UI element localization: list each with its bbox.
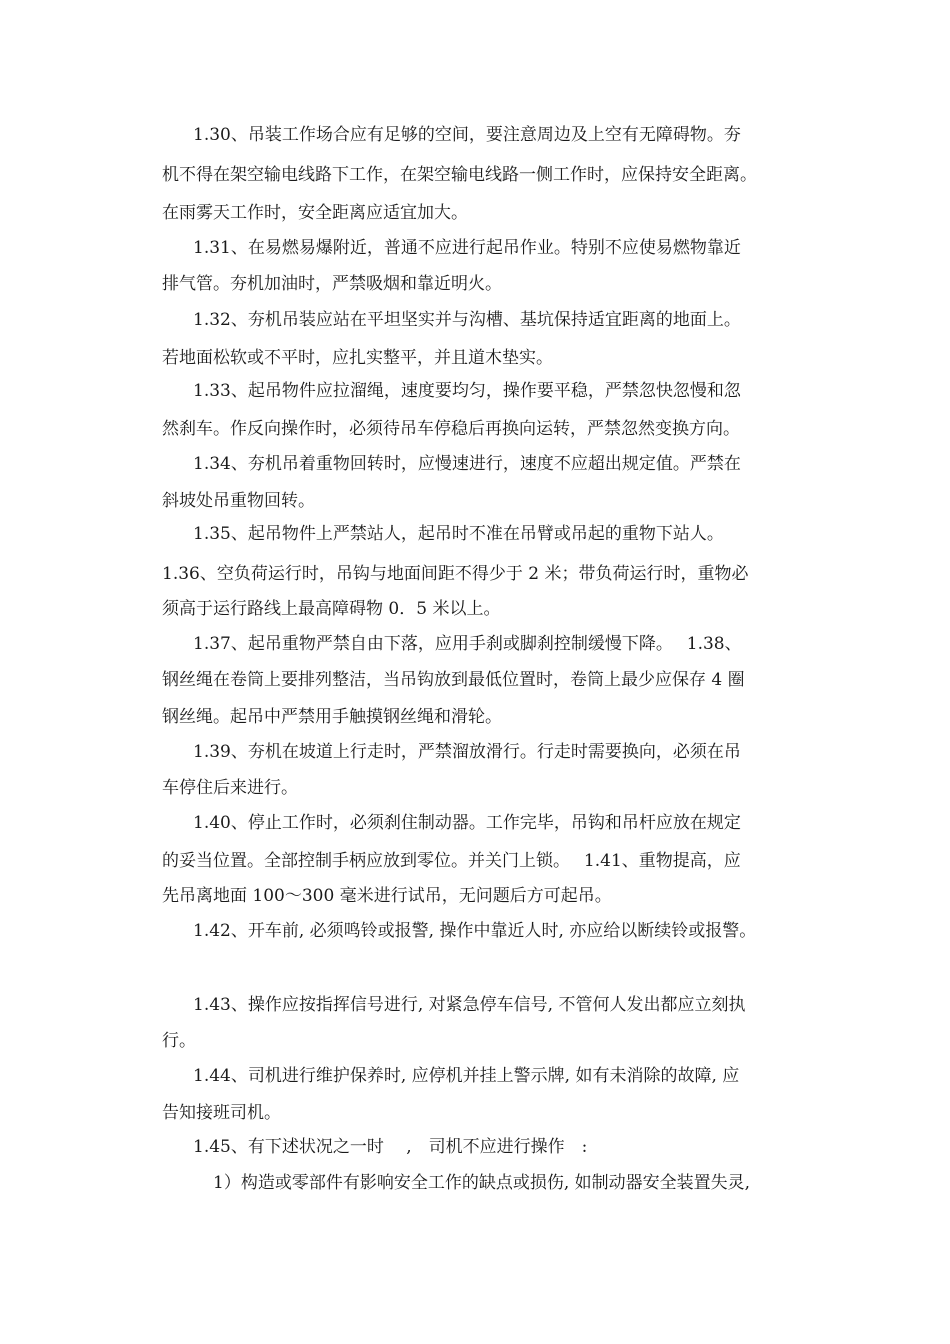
paragraph-1-39-line-2: 车停住后来进行。 <box>162 778 298 798</box>
paragraph-1-32-line-1: 1.32、夯机吊装应站在平坦坚实并与沟槽、基坑保持适宜距离的地面上。 <box>193 310 741 330</box>
paragraph-1-37-line-1: 1.37、起吊重物严禁自由下落，应用手刹或脚刹控制缓慢下降。 1.38、 <box>193 634 742 654</box>
paragraph-1-32-line-2: 若地面松软或不平时，应扎实整平，并且道木垫实。 <box>162 348 553 368</box>
paragraph-1-39-line-1: 1.39、夯机在坡道上行走时，严禁溜放滑行。行走时需要换向，必须在吊 <box>193 742 741 762</box>
paragraph-1-33-line-2: 然刹车。作反向操作时，必须待吊车停稳后再换向运转，严禁忽然变换方向。 <box>162 419 740 439</box>
paragraph-1-34-line-1: 1.34、夯机吊着重物回转时，应慢速进行，速度不应超出规定值。严禁在 <box>193 454 741 474</box>
paragraph-1-42: 1.42、开车前, 必须鸣铃或报警, 操作中靠近人时, 亦应给以断续铃或报警。 <box>193 921 757 941</box>
paragraph-1-43-line-2: 行。 <box>162 1031 196 1051</box>
paragraph-1-44-line-1: 1.44、司机进行维护保养时, 应停机并挂上警示牌, 如有未消除的故障, 应 <box>193 1066 740 1086</box>
paragraph-1-34-line-2: 斜坡处吊重物回转。 <box>162 491 315 511</box>
paragraph-1-30-line-3: 在雨雾天工作时，安全距离应适宜加大。 <box>162 203 468 223</box>
paragraph-1-38-line-1: 钢丝绳在卷筒上要排列整洁，当吊钩放到最低位置时，卷筒上最少应保存 4 圈 <box>162 670 745 690</box>
paragraph-1-40-line-2: 的妥当位置。全部控制手柄应放到零位。并关门上锁。 1.41、重物提高，应 <box>162 851 741 871</box>
paragraph-1-41-line-1: 先吊离地面 100～300 毫米进行试吊，无问题后方可起吊。 <box>162 886 612 906</box>
list-item-1: 1）构造或零部件有影响安全工作的缺点或损伤, 如制动器安全装置失灵, <box>213 1173 751 1193</box>
paragraph-1-35: 1.35、起吊物件上严禁站人，起吊时不准在吊臂或吊起的重物下站人。 <box>193 524 724 544</box>
paragraph-1-44-line-2: 告知接班司机。 <box>162 1103 281 1123</box>
paragraph-1-31-line-2: 排气管。夯机加油时，严禁吸烟和靠近明火。 <box>162 274 502 294</box>
paragraph-1-30-line-1: 1.30、吊装工作场合应有足够的空间，要注意周边及上空有无障碍物。夯 <box>193 125 741 145</box>
paragraph-1-30-line-2: 机不得在架空输电线路下工作，在架空输电线路一侧工作时，应保持安全距离。 <box>162 165 757 185</box>
paragraph-1-36-line-1: 1.36、空负荷运行时，吊钩与地面间距不得少于 2 米；带负荷运行时，重物必 <box>162 564 749 584</box>
paragraph-1-36-line-2: 须高于运行路线上最高障碍物 0．5 米以上。 <box>162 599 501 619</box>
paragraph-1-38-line-2: 钢丝绳。起吊中严禁用手触摸钢丝绳和滑轮。 <box>162 707 502 727</box>
paragraph-1-31-line-1: 1.31、在易燃易爆附近，普通不应进行起吊作业。特别不应使易燃物靠近 <box>193 238 741 258</box>
paragraph-1-40-line-1: 1.40、停止工作时，必须刹住制动器。工作完毕，吊钩和吊杆应放在规定 <box>193 813 741 833</box>
paragraph-1-45: 1.45、有下述状况之一时 , 司机不应进行操作 : <box>193 1137 588 1157</box>
paragraph-1-43-line-1: 1.43、操作应按指挥信号进行, 对紧急停车信号, 不管何人发出都应立刻执 <box>193 995 746 1015</box>
paragraph-1-33-line-1: 1.33、起吊物件应拉溜绳，速度要均匀，操作要平稳，严禁忽快忽慢和忽 <box>193 381 741 401</box>
